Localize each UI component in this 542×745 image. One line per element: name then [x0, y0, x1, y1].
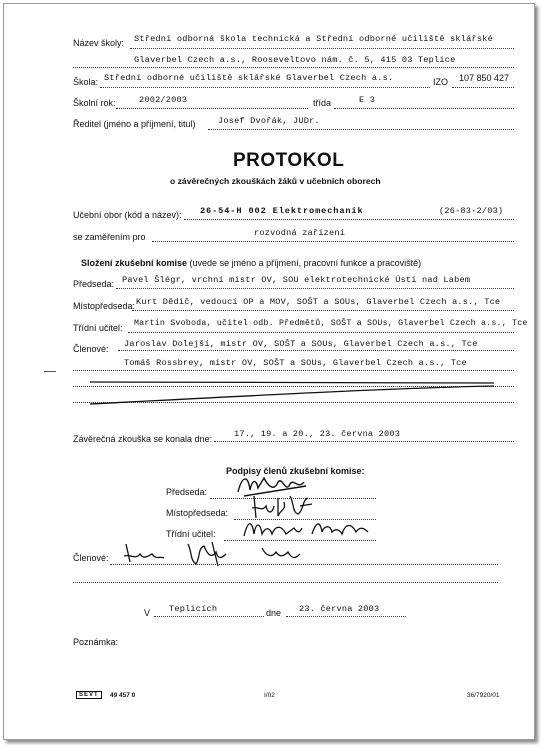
committee-heading-rest: (uvede se jméno a příjmení, pracovní funkce a pracoviště)	[189, 258, 422, 268]
committee-heading-bold: Složení zkušební komise	[81, 258, 188, 268]
focus-label: se zaměřením pro	[73, 232, 146, 242]
sig-members-label: Členové:	[73, 553, 109, 563]
school-value: Střední odborné učiliště sklářské Glaverbel Czech a.s.	[104, 73, 394, 83]
document-subtitle: o závěrečných zkouškách žáků v učebních oborech	[170, 176, 381, 186]
document-title: PROTOKOL	[233, 150, 345, 171]
document-page	[3, 3, 535, 740]
strike-through-lines	[88, 380, 498, 410]
school-year-label: Školní rok:	[73, 98, 116, 108]
place-in-label: V	[144, 608, 151, 618]
vice-chair-label: Místopředseda:	[73, 301, 136, 311]
school-name-line1: Střední odborná škola technická a Střední odborné učiliště sklářské	[134, 34, 493, 44]
school-name-label: Název školy:	[73, 38, 125, 48]
members-label: Členové:	[73, 344, 109, 354]
chair-label: Předseda:	[73, 279, 115, 289]
field-code-label: Učební obor (kód a název):	[73, 210, 182, 220]
field-code-value: 26-54-H 002 Elektromechanik	[200, 206, 364, 216]
director-value: Josef Dvořák, JUDr.	[218, 116, 320, 126]
footer-code-3: 36/7920/01	[467, 692, 500, 699]
izo-label: IZO	[433, 77, 448, 87]
member-2-value: Tomáš Rossbrey, mistr OV, SOŠT a SOUs, Glaverbel Czech a.s., Tce	[124, 358, 467, 368]
chair-value: Pavel Šlégr, vrchní mistr OV, SOU elektrotechnické Ústí nad Labem	[122, 275, 471, 285]
sevt-logo: SEVT	[76, 691, 102, 699]
margin-mark	[44, 371, 56, 372]
note-label: Poznámka:	[73, 637, 119, 647]
sig-teacher-label: Třídní učitel:	[166, 529, 216, 539]
class-value: E 3	[359, 95, 376, 105]
exam-date-value: 17., 19. a 20., 23. června 2003	[234, 429, 401, 439]
director-label: Ředitel (jméno a příjmení, titul)	[73, 119, 196, 129]
field-code-extra: (26-83-2/03)	[439, 206, 504, 216]
school-label: Škola:	[73, 77, 99, 87]
class-teacher-label: Třídní učitel:	[73, 323, 123, 333]
place-value: Teplicích	[169, 604, 218, 614]
committee-heading	[81, 258, 421, 268]
class-label: třída	[313, 98, 332, 108]
footer-code-2: I/02	[264, 692, 275, 699]
class-teacher-value: Martin Svoboda, učitel odb. Předmětů, SOŠT a SOUs, Glaverbel Czech a.s., Tce	[134, 319, 528, 328]
sig-vice-label: Místopředseda:	[166, 508, 229, 518]
place-date-value: 23. června 2003	[299, 604, 380, 614]
member-1-value: Jaroslav Dolejší, mistr OV, SOŠT a SOUs, Glaverbel Czech a.s., Tce	[124, 339, 478, 349]
school-name-line2: Glaverbel Czech a.s., Rooseveltovo nám. č. 5, 415 03 Teplice	[134, 55, 456, 65]
members-signatures	[122, 538, 342, 573]
signatures-heading: Podpisy členů zkušební komise:	[226, 466, 365, 476]
vice-chair-value: Kurt Dědič, vedoucí OP a MOV, SOŠT a SOUs, Glaverbel Czech a.s., Tce	[136, 297, 501, 307]
focus-value: rozvodná zařízení	[254, 228, 346, 238]
footer-code-1: 49 457 0	[110, 692, 136, 699]
school-year-value: 2002/2003	[139, 95, 188, 105]
sig-chair-label: Předseda:	[166, 487, 208, 497]
exam-date-label: Závěrečná zkouška se konala dne:	[73, 434, 213, 444]
place-date-label: dne	[266, 608, 282, 618]
izo-value: 107 850 427	[459, 73, 510, 83]
